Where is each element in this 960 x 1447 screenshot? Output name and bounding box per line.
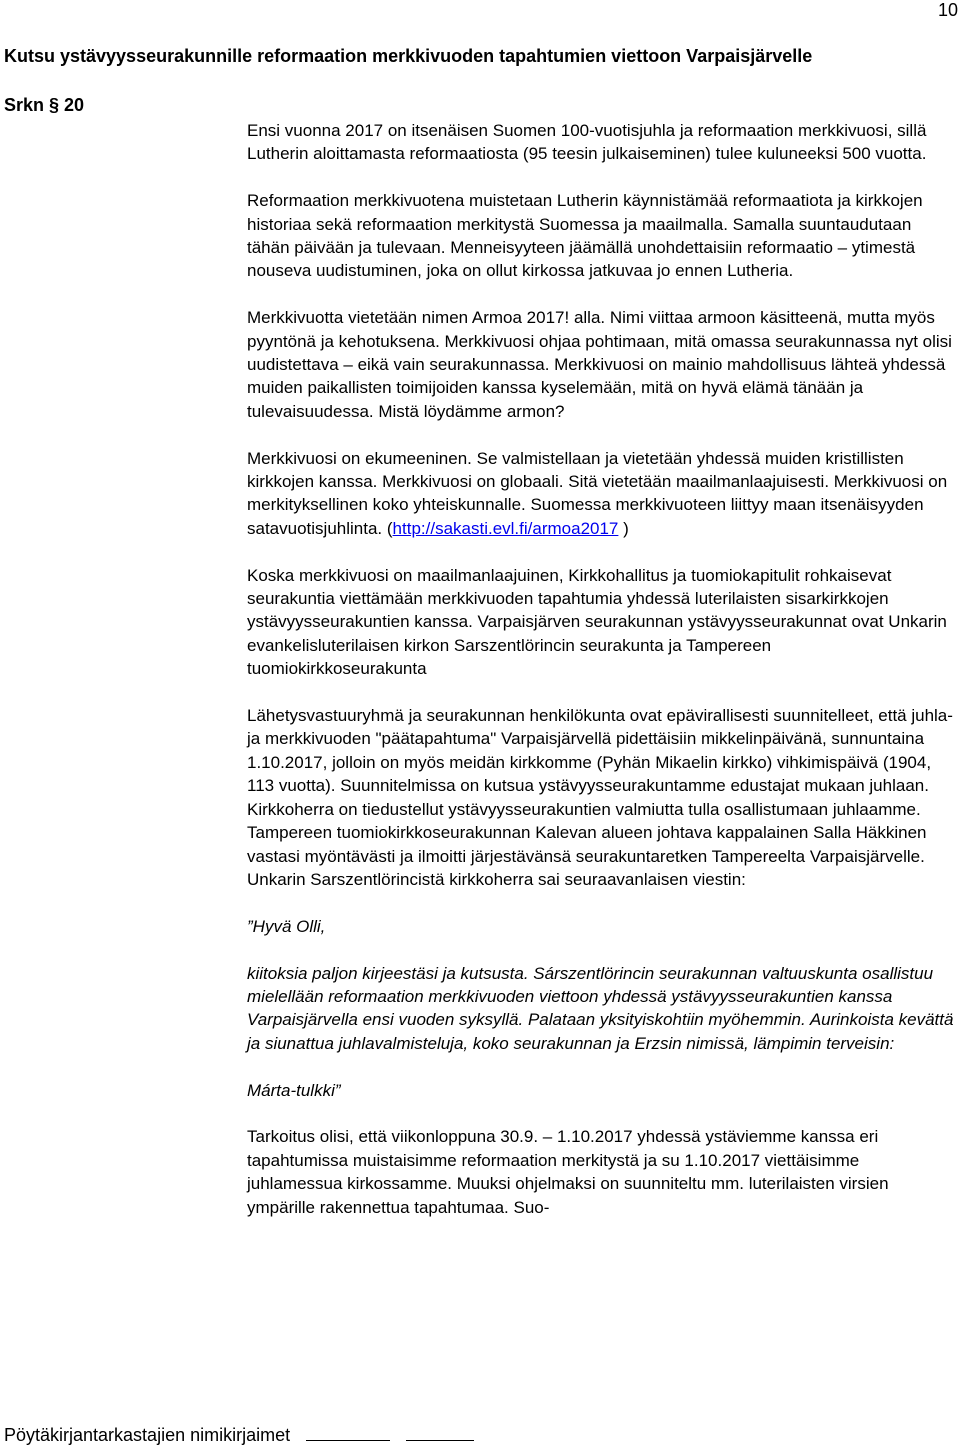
initials-line-1	[306, 1421, 390, 1441]
paragraph-7: Tarkoitus olisi, että viikonloppuna 30.9. – 1.10.2017 yhdessä ystäviemme kanssa eri tapahtumissa muistaisimme reformaation merkitystä ja su 1.10.2017 viettäisimme juhlamessua kirkossamme. Muuksi ohjelmaksi on suunniteltu mm. luterilaisten virsien ympärille rakennettua tapahtumaa. Suo-	[247, 1127, 889, 1217]
footer-label: Pöytäkirjantarkastajien nimikirjaimet	[4, 1425, 291, 1445]
paragraph-3: Merkkivuotta vietetään nimen Armoa 2017! alla. Nimi viittaa armoon käsitteenä, mutta myös pyyntönä ja kehotuksena. Merkkivuosi ohjaa pohtimaan, mitä omassa seurakunnassa nyt olisi uudistettava – eikä vain seurakunnassa. Merkkivuosi on mainio mahdollisuus lähteä yhdessä muiden paikallisten toimijoiden kanssa kyselemään, mitä on hyvä elämä tänään ja tulevaisuudessa. Mistä löydämme armon?	[247, 308, 952, 421]
paragraph-4	[247, 447, 955, 541]
quote-greeting: ”Hyvä Olli,	[247, 916, 326, 936]
paragraph-2: Reformaation merkkivuotena muistetaan Lutherin käynnistämää reformaatiota ja kirkkojen historiaa sekä reformaation merkitystä Suomessa ja maailmalla. Samalla suuntaudutaan tähän päivään ja tulevaan. Menneisyyteen jäämällä unohdettaisiin reformaatio – ytimestä nouseva uudistuminen, joka on ollut kirkossa jatkuvaa jo ennen Lutheria.	[247, 191, 923, 281]
page-number: 10	[937, 0, 958, 20]
footer	[4, 1421, 474, 1447]
document-title: Kutsu ystävyysseurakunnille reformaation merkkivuoden tapahtumien viettoon Varpaisjärvelle	[4, 46, 813, 66]
section-label: Srkn § 20	[4, 95, 85, 115]
document-body	[247, 119, 955, 1219]
initials-line-2	[406, 1421, 474, 1441]
paragraph-5: Koska merkkivuosi on maailmanlaajuinen, Kirkkohallitus ja tuomiokapitulit rohkaisevat seurakuntia viettämään merkkivuoden tapahtumia yhdessä luterilaisten sisarkirkkojen ystävyysseurakuntien kanssa. Varpaisjärven seurakunnan ystävyysseurakunnat ovat Unkarin evankelisluterilaisen kirkon Sarszentlörincin seurakunta ja Tampereen tuomiokirkkoseurakunta	[247, 565, 947, 679]
paren-open: (	[386, 518, 393, 538]
paren-close: )	[618, 518, 629, 538]
quote-signature: Márta-tulkki”	[247, 1080, 341, 1100]
paragraph-4-text: Merkkivuosi on ekumeeninen. Se valmistellaan ja vietetään yhdessä muiden kristillisten kirkkojen kanssa. Merkkivuosi on globaali. Sitä vietetään maailmanlaajuisesti. Merkkivuosi on merkityksellinen koko yhteiskunnalle. Suomessa merkkivuoteen liittyy maan itsenäisyyden satavuotisjuhlinta.	[247, 448, 948, 538]
paragraph-6: Lähetysvastuuryhmä ja seurakunnan henkilökunta ovat epävirallisesti suunnitelleet, että juhla- ja merkkivuoden "päätapahtuma" Varpaisjärvellä pidettäisiin mikkelinpäivänä, sunnuntaina 1.10.2017, jolloin on myös meidän kirkkomme (Pyhän Mikaelin kirkko) vihkimispäivä (1904, 113 vuotta). Suunnitelmissa on kutsua ystävyysseurakuntamme edustajat mukaan juhlaan. Kirkkoherra on tiedustellut ystävyysseurakuntien valmiutta tulla osallistumaan juhlaamme. Tampereen tuomiokirkkoseurakunnan Kalevan alueen johtava kappalainen Salla Häkkinen vastasi myöntävästi ja ilmoitti järjestävänsä seurakuntaretken Tampereelta Varpaisjärvelle. Unkarin Sarszentlörincistä kirkkoherra sai seuraavanlaisen viestin:	[247, 706, 953, 889]
quote-body: kiitoksia paljon kirjeestäsi ja kutsusta. Sárszentlörincin seurakunnan valtuuskunta osallistuu mielellään reformaation merkkivuoden viettoon yhdessä ystävyysseurakuntien kanssa Varpaisjärvella ensi vuoden syksyllä. Palataan yksityiskohtiin myöhemmin. Aurinkoista kevättä ja siunattua juhlavalmisteluja, koko seurakunnan ja Erzsin nimissä, lämpimin terveisin:	[247, 963, 954, 1053]
armoa2017-link[interactable]: http://sakasti.evl.fi/armoa2017	[392, 518, 619, 538]
paragraph-1: Ensi vuonna 2017 on itsenäisen Suomen 100-vuotisjuhla ja reformaation merkkivuosi, sillä Lutherin aloittamasta reformaatiosta (95 teesin julkaiseminen) tulee kuluneeksi 500 vuotta.	[247, 121, 927, 164]
